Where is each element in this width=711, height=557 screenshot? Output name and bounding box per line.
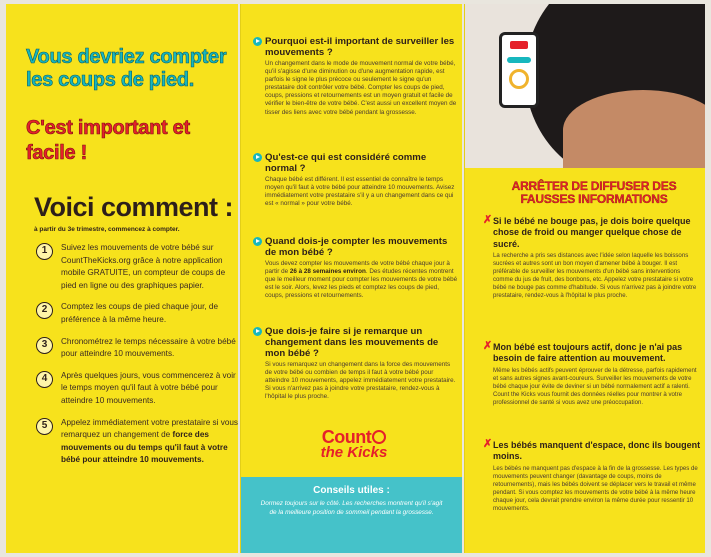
question-title	[253, 152, 458, 174]
logo-line-2: the Kicks	[320, 444, 388, 461]
step-item	[36, 370, 241, 408]
step-item	[36, 417, 241, 467]
question-title	[253, 36, 458, 58]
tips-box	[241, 477, 462, 553]
myth-body: Même les bébés actifs peuvent éprouver de la détresse, parfois rapidement et sans autres signes avant-coureurs. Surveiller les mouvements de votre bébé chaque jour évite de deviner si un bébé normalement actif a ralenti. Count the Kicks vous fournit des données réelles pour montrer à votre professionnel de santé si vous avez une préoccupation.	[493, 366, 697, 406]
myth-head	[483, 342, 701, 365]
question-title	[253, 236, 458, 258]
pregnant-woman-photo	[465, 4, 705, 168]
step-text: Comptez les coups de pied chaque jour, de préférence à la même heure.	[61, 302, 219, 324]
myth-head-text: Les bébés manquent d'espace, donc ils bougent moins.	[493, 440, 701, 462]
question-block	[253, 152, 458, 208]
myth-body: La recherche a pris ses distances avec l'idée selon laquelle les boissons sucrées et autres sont un bon moyen d'amener bébé à bouger. Il est préférable de surveiller les mouvements d'un bébé sans interventions comme du jus de fruit, des bonbons, etc. Appelez votre prestataire si votre bébé ne bouge pas comme d'habitude. Si vous n'arrivez pas à joindre votre prestataire, rendez-vous à l'hôpital le plus proche.	[493, 252, 697, 300]
question-body-plain: Vous devez compter les mouvements de votre bébé chaque jour à partir de	[265, 260, 450, 276]
step-item	[36, 242, 241, 292]
step-number: 2	[36, 302, 53, 319]
question-block	[253, 326, 458, 401]
belly-shape	[563, 90, 705, 168]
myths-title: ARRÊTER DE DIFFUSER DES FAUSSES INFORMATIONS	[511, 179, 677, 206]
step-text-plain: Appelez immédiatement votre prestataire si vous remarquez un changement de	[61, 417, 239, 440]
left-panel	[6, 4, 238, 553]
step-text: Chronométrez le temps nécessaire à votre bébé pour atteindre 10 mouvements.	[61, 336, 236, 359]
logo-line-1	[309, 429, 399, 445]
myth-block	[483, 216, 701, 300]
tips-title: Conseils utiles :	[313, 485, 390, 496]
question-title-text: Que dois-je faire si je remarque un changement dans les mouvements de mon bébé ?	[265, 326, 439, 359]
question-body: Chaque bébé est différent. Il est essentiel de connaître le temps moyen qu'il faut à votre bébé pour atteindre 10 mouvements. Avisez immédiatement votre prestataire s'il y a un changement dans ce qui est « normal » pour votre bébé.	[265, 176, 455, 208]
myth-head-text: Mon bébé est toujours actif, donc je n'ai pas besoin de faire attention au mouvement.	[493, 342, 683, 364]
phone-app-icon	[499, 32, 539, 108]
play-bullet-icon	[253, 327, 262, 336]
play-bullet-icon	[253, 153, 262, 162]
question-block	[253, 36, 458, 117]
step-text: Après quelques jours, vous commencerez à voir le temps moyen qu'il faut à votre bébé pour atteindre 10 mouvements.	[61, 370, 236, 405]
step-number: 3	[36, 337, 53, 354]
question-body-bold: 26 à 28 semaines environ	[289, 268, 366, 276]
step-text	[61, 417, 241, 467]
myth-block	[483, 440, 701, 513]
heading-important-easy: C'est important et facile !	[26, 117, 190, 164]
myth-head	[483, 440, 701, 463]
app-timer-icon	[509, 69, 529, 89]
myth-head	[483, 216, 701, 250]
step-item	[36, 301, 241, 326]
phone-screen	[502, 35, 536, 105]
step-number: 5	[36, 418, 53, 435]
question-block	[253, 236, 458, 300]
myth-body: Les bébés ne manquent pas d'espace à la fin de la grossesse. Les types de mouvements peuvent changer (davantage de coups, moins de retournements), mais les bébés doivent se déplacer vers le travail et même pendant. Si vous comptez les mouvements de votre bébé à la même heure chaque jour, cela devrait prendre environ la même durée pour ressentir 10 mouvements.	[493, 464, 698, 512]
play-bullet-icon	[253, 37, 262, 46]
app-button-icon	[507, 57, 531, 63]
question-body: Si vous remarquez un changement dans la force des mouvements de votre bébé ou combien de temps il faut à votre bébé pour atteindre 10 mouvements, appelez immédiatement votre prestataire. Si vous n'arrivez pas à joindre votre prestataire, rendez-vous à l'hôpital le plus proche.	[265, 361, 456, 401]
step-number: 1	[36, 243, 53, 260]
x-mark-icon: ✗	[483, 340, 493, 352]
step-number: 4	[36, 371, 53, 388]
question-title-text: Pourquoi est-il important de surveiller les mouvements ?	[265, 36, 455, 58]
clock-icon	[372, 430, 386, 444]
middle-panel	[240, 4, 462, 553]
steps-list	[36, 242, 241, 476]
step-text: Suivez les mouvements de votre bébé sur CountTheKicks.org grâce à notre application mobile GRATUITE, un compteur de coups de pied en ligne ou des graphiques papier.	[61, 243, 226, 290]
step-text-bold: force des mouvements ou du temps qu'il faut à votre bébé pour atteindre 10 mouvements.	[61, 430, 228, 465]
question-title-text: Quand dois-je compter les mouvements de mon bébé ?	[265, 236, 448, 258]
how-to-title: Voici comment :	[34, 192, 234, 222]
question-body: Un changement dans le mode de mouvement normal de votre bébé, qu'il s'agisse d'une diminution ou d'une augmentation rapide, est parfois le signe le plus précoce ou seulement le signe qu'un prestataire doit contrôler votre bébé. Compter les coups de pied, coups, pressions et retournements est un moyen gratuit et facile de vérifier le bien-être de votre bébé. C'est aussi un excellent moyen de tisser des liens avec votre bébé pendant la grossesse.	[265, 60, 457, 116]
heading-count-kicks: Vous devriez compter les coups de pied.	[26, 46, 227, 91]
play-bullet-icon	[253, 237, 262, 246]
step-item	[36, 336, 241, 361]
right-panel	[464, 4, 705, 553]
myth-block	[483, 342, 701, 407]
logo-text: Count	[321, 427, 372, 447]
app-logo-icon	[510, 41, 528, 49]
count-the-kicks-logo	[309, 429, 399, 461]
x-mark-icon: ✗	[483, 214, 493, 226]
question-body-plain: . Des études récentes montrent que le meilleur moment pour compter les mouvements de votre bébé est le soir. Alors, levez les pieds et comptez les coups de pied, coups, pressions et retournements.	[265, 268, 458, 300]
how-to-subtitle: à partir du 3e trimestre, commencez à compter.	[34, 226, 180, 233]
question-title	[253, 326, 458, 359]
question-title-text: Qu'est-ce qui est considéré comme normal ?	[265, 152, 427, 174]
myth-head-text: Si le bébé ne bouge pas, je dois boire quelque chose de froid ou manger quelque chose de sucré.	[493, 216, 691, 249]
x-mark-icon: ✗	[483, 438, 493, 450]
question-body	[253, 260, 458, 300]
tips-text: Dormez toujours sur le côté. Les recherches montrent qu'il s'agit de la meilleure position de sommeil pendant la grossesse.	[260, 500, 443, 516]
